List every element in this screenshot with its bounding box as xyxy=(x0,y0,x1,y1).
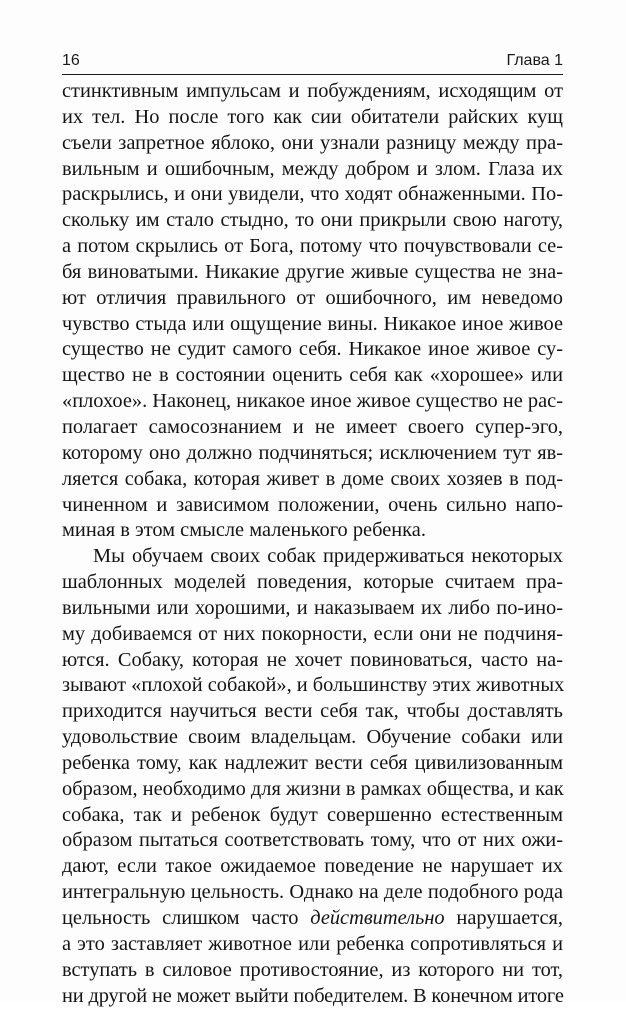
text-line: собака, так и ребенок будут совершенно естественным xyxy=(62,803,563,826)
text-line: которому оно должно подчиняться; исключением тут яв- xyxy=(62,441,563,464)
italic-emphasis: действительно xyxy=(310,907,445,929)
text-run: цельность слишком часто xyxy=(62,907,311,929)
text-line: образом, необходимо для жизни в рамках общества, и как xyxy=(62,777,564,800)
text-line: образом пытаться соответствовать тому, что от них ожи- xyxy=(62,829,563,852)
text-line: дают, если такое ожидаемое поведение не нарушает их xyxy=(62,855,563,878)
text-line: раскрылись, и они увидели, что ходят обнаженными. По- xyxy=(62,183,563,206)
text-line: Мы обучаем своих собак придерживаться некоторых xyxy=(93,545,563,568)
text-line: ляется собака, которая живет в доме своих хозяев в под- xyxy=(62,467,563,490)
text-line: интегральную цельность. Однако на деле подобного рода xyxy=(62,881,563,904)
text-line: чувство стыда или ощущение вины. Никакое иное живое xyxy=(62,312,563,335)
text-line: а это заставляет животное или ребенка сопротивляться и xyxy=(62,932,563,955)
running-header xyxy=(62,50,563,74)
text-line: щество не в состоянии оценить себя как «хорошее» или xyxy=(62,364,563,387)
paragraph-2 xyxy=(62,544,563,1009)
text-line: стинктивным импульсам и побуждениям, исходящим от xyxy=(62,80,563,102)
text-line: удовольствие своим владельцам. Обучение собаки или xyxy=(62,726,563,749)
text-line: скольку им стало стыдно, то они прикрыли свою наготу, xyxy=(62,209,563,232)
paragraph-1 xyxy=(62,79,563,544)
text-line: приходится научиться вести себя так, чтобы доставлять xyxy=(62,700,563,723)
text-line: полагает самосознанием и не имеет своего супер-эго, xyxy=(62,415,563,438)
text-line: вильным и ошибочным, между добром и злом. Глаза их xyxy=(62,157,563,180)
text-line: ются. Собаку, которая не хочет повиноваться, часто на- xyxy=(62,648,563,671)
text-line: «плохое». Наконец, никакое иное живое существо не рас- xyxy=(62,390,563,413)
body-text xyxy=(62,79,563,1009)
text-line: съели запретное яблоко, они узнали разницу между пра- xyxy=(62,131,563,154)
text-line: бя виноватыми. Никакие другие живые существа не зна- xyxy=(62,260,563,283)
text-line: вильными или хорошими, и наказываем их либо по-ино- xyxy=(62,596,563,619)
text-line-with-italic xyxy=(62,906,563,932)
text-line: шаблонных моделей поведения, которые считаем пра- xyxy=(62,571,563,594)
text-line: ребенка тому, как надлежит вести себя цивилизованным xyxy=(62,751,563,774)
text-line: миная в этом смысле маленького ребенка. xyxy=(62,519,426,542)
text-line: ют отличия правильного от ошибочного, им неведомо xyxy=(62,286,563,309)
header-rule xyxy=(62,74,563,75)
text-line: чиненном и зависимом положении, очень сильно напо- xyxy=(62,493,563,516)
page-number: 16 xyxy=(62,52,80,69)
text-line: существо не судит самого себя. Никакое иное живое су- xyxy=(62,338,563,361)
text-line: их тел. Но после того как сии обитатели райских кущ xyxy=(62,105,563,128)
text-line: а потом скрылись от Бога, потому что почувствовали се- xyxy=(62,235,563,258)
chapter-title: Глава 1 xyxy=(506,52,563,69)
text-line: вступать в силовое противостояние, из которого ни тот, xyxy=(62,958,563,981)
text-line: му добиваемся от них покорности, если они не подчиня- xyxy=(62,622,563,645)
text-line: ни другой не может выйти победителем. В конечном итоге xyxy=(62,984,564,1007)
text-line: зывают «плохой собакой», и большинству этих животных xyxy=(62,674,565,697)
text-run: нарушается, xyxy=(444,907,563,929)
